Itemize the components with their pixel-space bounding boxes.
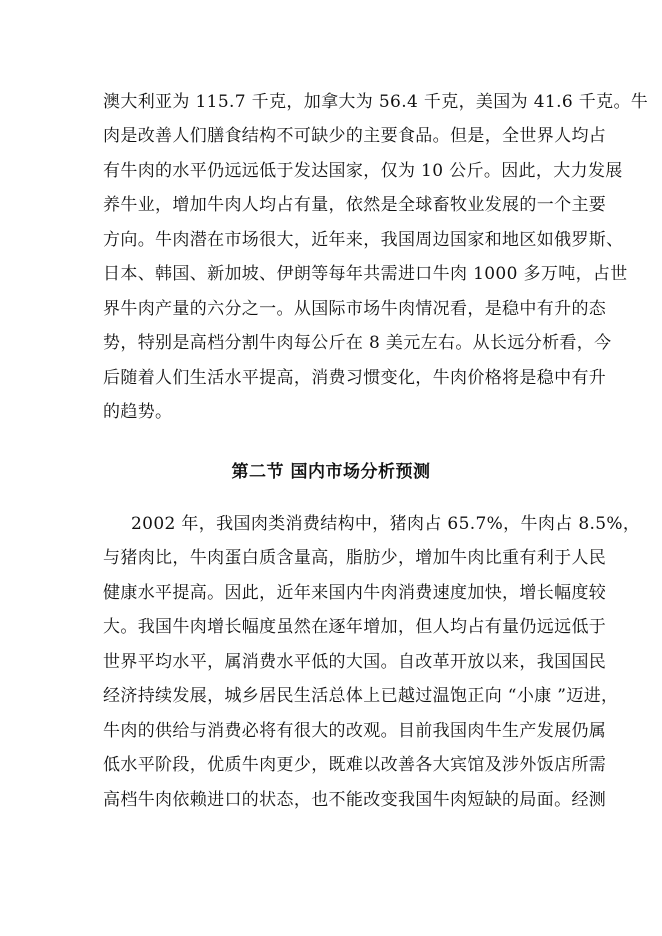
paragraph-line: 2002 年，我国肉类消费结构中，猪肉占 65.7%，牛肉占 8.5%， bbox=[131, 514, 641, 534]
paragraph-line: 经济持续发展，城乡居民生活总体上已越过温饱正向 “小康 ”迈进， bbox=[103, 686, 619, 706]
paragraph-line: 养牛业，增加牛肉人均占有量，依然是全球畜牧业发展的一个主要 bbox=[103, 195, 607, 215]
paragraph-line: 的趋势。 bbox=[103, 402, 173, 422]
paragraph-line: 低水平阶段，优质牛肉更少，既难以改善各大宾馆及涉外饭店所需 bbox=[103, 755, 607, 775]
section-heading: 第二节 国内市场分析预测 bbox=[231, 462, 431, 482]
paragraph-line: 方向。牛肉潜在市场很大，近年来，我国周边国家和地区如俄罗斯、 bbox=[103, 230, 624, 250]
paragraph-line: 与猪肉比，牛肉蛋白质含量高，脂肪少，增加牛肉比重有利于人民 bbox=[103, 548, 607, 568]
paragraph-line: 高档牛肉依赖进口的状态，也不能改变我国牛肉短缺的局面。经测 bbox=[103, 790, 607, 810]
paragraph-line: 界牛肉产量的六分之一。从国际市场牛肉情况看，是稳中有升的态 bbox=[103, 299, 607, 319]
paragraph-line: 日本、韩国、新加坡、伊朗等每年共需进口牛肉 1000 多万吨，占世 bbox=[103, 264, 628, 284]
paragraph-line: 肉是改善人们膳食结构不可缺少的主要食品。但是，全世界人均占 bbox=[103, 126, 607, 146]
paragraph-line: 世界平均水平，属消费水平低的大国。自改革开放以来，我国国民 bbox=[103, 652, 607, 672]
paragraph-line: 健康水平提高。因此，近年来国内牛肉消费速度加快，增长幅度较 bbox=[103, 583, 607, 603]
paragraph-line: 后随着人们生活水平提高，消费习惯变化，牛肉价格将是稳中有升 bbox=[103, 368, 607, 388]
paragraph-line: 势，特别是高档分割牛肉每公斤在 8 美元左右。从长远分析看，今 bbox=[103, 333, 612, 353]
paragraph-line: 有牛肉的水平仍远远低于发达国家，仅为 10 公斤。因此，大力发展 bbox=[103, 161, 623, 181]
paragraph-line: 牛肉的供给与消费必将有很大的改观。目前我国肉牛生产发展仍属 bbox=[103, 721, 607, 741]
paragraph-line: 澳大利亚为 115.7 千克，加拿大为 56.4 千克，美国为 41.6 千克。牛 bbox=[103, 92, 649, 112]
paragraph-line: 大。我国牛肉增长幅度虽然在逐年增加，但人均占有量仍远远低于 bbox=[103, 617, 607, 637]
